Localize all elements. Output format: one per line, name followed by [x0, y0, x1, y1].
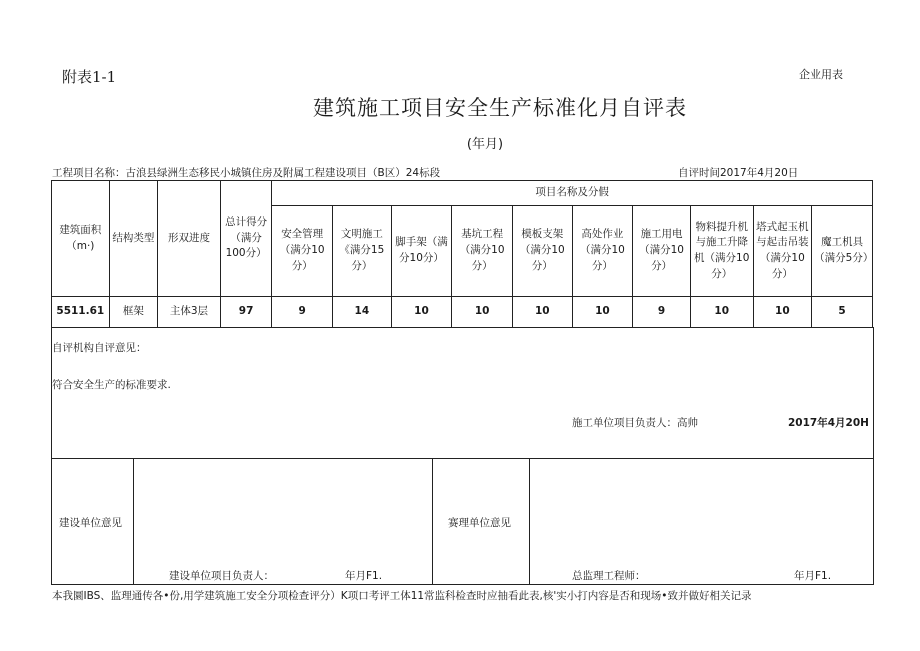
header-item: 物料提升机与施工升降机（满分10分）: [690, 206, 753, 297]
supervision-date-label: 年月F1.: [794, 570, 832, 582]
header-item: 高处作业（满分10分）: [572, 206, 633, 297]
self-eval-label: 自评机构自评意见：: [52, 342, 147, 354]
self-eval-date: 2017年4月20H: [788, 417, 869, 429]
value-score: 5: [812, 297, 873, 328]
value-score: 14: [333, 297, 392, 328]
construction-opinion-label: 建设单位意见: [59, 517, 122, 529]
value-progress: 主体3层: [158, 297, 221, 328]
divider: [529, 459, 530, 584]
header-item: 基坑工程（满分10分）: [452, 206, 513, 297]
approval-box: [51, 458, 874, 585]
header-item: 脚手架（满分10分）: [391, 206, 452, 297]
header-item: 塔式起玉机与起击吊装（满分10分）: [753, 206, 812, 297]
value-score: 10: [753, 297, 812, 328]
header-total: 总计得分（满分100分）: [220, 181, 272, 297]
supervision-opinion-label: 赛理单位意见: [448, 517, 511, 529]
value-score: 9: [633, 297, 691, 328]
page-title: 建筑施工项目安全生产标准化月自评表: [313, 96, 687, 120]
value-score: 10: [690, 297, 753, 328]
header-item: 施工用电（满分10分）: [633, 206, 691, 297]
header-item: 文明施工《满分15分）: [333, 206, 392, 297]
header-area: 建筑面积（m·): [52, 181, 110, 297]
construction-date-label: 年月F1.: [345, 570, 383, 582]
construction-unit-signer: 施工单位项目负责人：高帅: [572, 417, 698, 429]
supervision-signer-label: 总监理工程师：: [572, 570, 646, 582]
value-score: 10: [452, 297, 513, 328]
value-score: 10: [572, 297, 633, 328]
evaluation-time: 自评时间2017年4月20日: [678, 167, 799, 179]
project-name: 工程项目名称：古浪县绿洲生态移民小城镇住房及附属工程建设项目（B区）24标段: [52, 167, 441, 179]
appendix-label: 附表1-1: [62, 68, 117, 86]
page-subtitle: (年月): [466, 137, 504, 152]
self-eval-opinion: 符合安全生产的标准要求.: [52, 379, 171, 391]
footnote: 本我圜IBS、监理通传各•份,用学建筑施工安全分项检查评分）K项口考评工体11常监科检查时应抽看此表,核'实小打内容是否和现场•致并做好相关记录: [52, 590, 752, 602]
value-score: 10: [512, 297, 572, 328]
value-structure: 框架: [109, 297, 158, 328]
header-structure: 结构类型: [109, 181, 158, 297]
header-item: 魔工机具（满分5分）: [812, 206, 873, 297]
header-progress: 形双进度: [158, 181, 221, 297]
header-item: 安全管理（满分10分）: [272, 206, 333, 297]
divider: [432, 459, 433, 584]
value-score: 9: [272, 297, 333, 328]
header-item: 模板支架（满分10分）: [512, 206, 572, 297]
header-items-group: 项目名称及分假: [272, 181, 873, 206]
score-table: [51, 180, 873, 328]
enterprise-use-label: 企业用表: [799, 68, 843, 81]
self-evaluation-box: [51, 327, 874, 459]
value-total: 97: [220, 297, 272, 328]
value-area: 5511.61: [52, 297, 110, 328]
construction-signer-label: 建设单位项目负责人：: [169, 570, 274, 582]
value-score: 10: [391, 297, 452, 328]
divider: [133, 459, 134, 584]
